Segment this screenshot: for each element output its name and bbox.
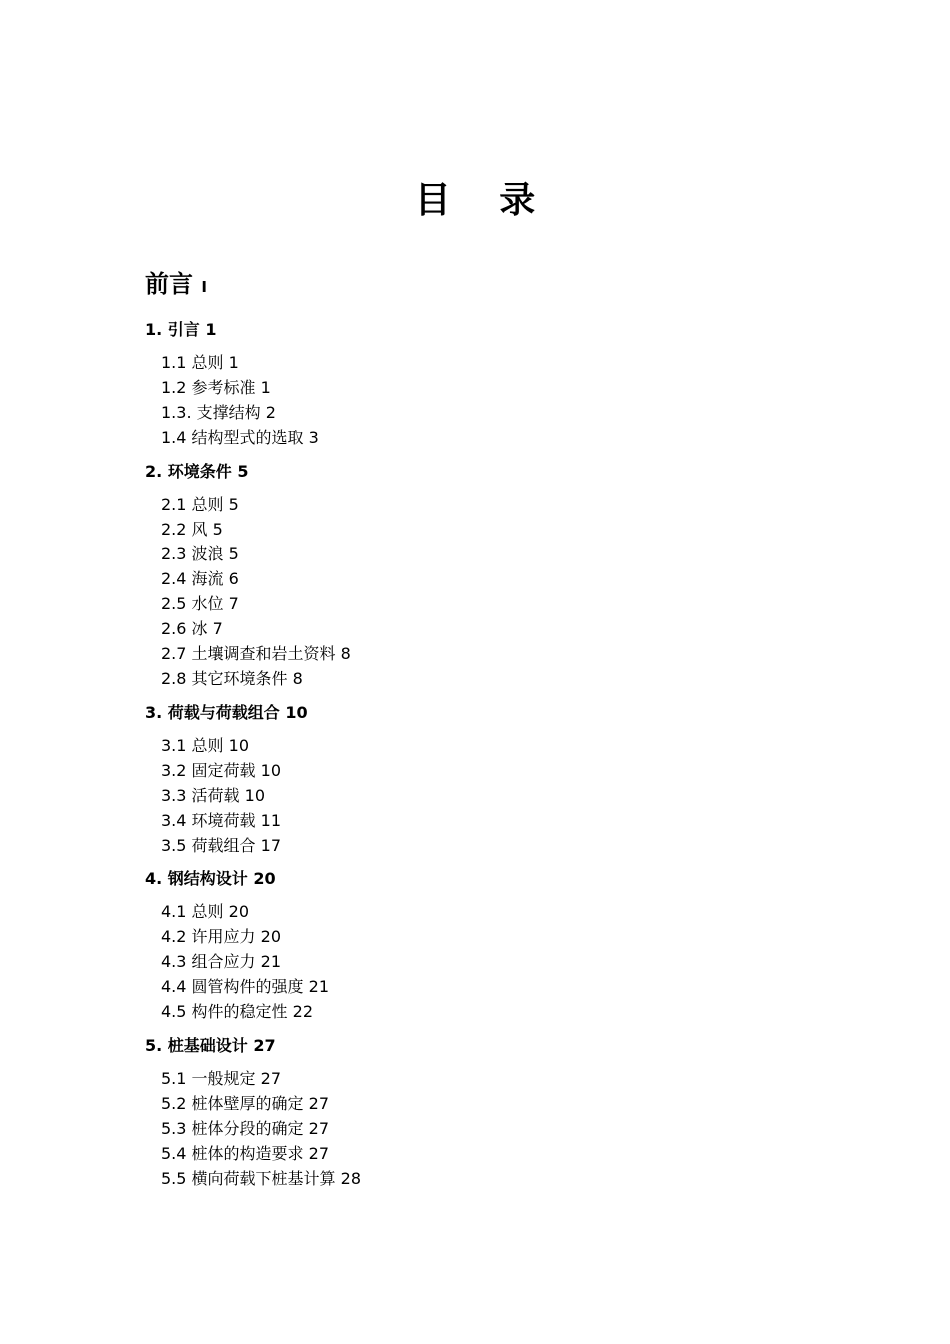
toc-chapters <box>145 318 845 1191</box>
toc-section-page: 8 <box>292 668 303 688</box>
toc-chapter-heading[interactable] <box>145 318 845 342</box>
toc-section-entry[interactable] <box>161 1000 845 1025</box>
toc-section-label: 5.4 桩体的构造要求 <box>161 1143 304 1163</box>
toc-section-entry[interactable] <box>161 834 845 859</box>
toc-section-label: 4.3 组合应力 <box>161 952 256 972</box>
page-title: 目 录 <box>414 180 554 221</box>
toc-section-label: 4.1 总则 <box>161 902 224 922</box>
toc-chapter-heading[interactable] <box>145 460 845 484</box>
toc-chapter <box>145 867 845 1025</box>
toc-section-page: 27 <box>308 1118 329 1138</box>
toc-section-entry[interactable] <box>161 401 845 426</box>
toc-section-page: 21 <box>260 952 281 972</box>
toc-section-label: 1.3. 支撑结构 <box>161 402 261 422</box>
toc-section-entry[interactable] <box>161 542 845 567</box>
toc-section-entry[interactable] <box>161 518 845 543</box>
toc-section-page: 10 <box>244 785 265 805</box>
toc-chapter-heading[interactable] <box>145 1034 845 1058</box>
toc-preface-label: 前言 <box>145 270 193 298</box>
toc-section-label: 5.2 桩体壁厚的确定 <box>161 1093 304 1113</box>
toc-section-label: 5.5 横向荷载下桩基计算 <box>161 1168 336 1188</box>
toc-chapter-heading[interactable] <box>145 867 845 891</box>
toc-section-entry[interactable] <box>161 900 845 925</box>
toc-section-list <box>145 351 845 451</box>
toc-section-page: 10 <box>260 760 281 780</box>
toc-section-label: 2.5 水位 <box>161 594 224 614</box>
toc-chapter-page: 27 <box>253 1035 276 1055</box>
toc-chapter-label: 3. 荷载与荷载组合 <box>145 702 280 722</box>
toc-section-entry[interactable] <box>161 592 845 617</box>
toc-section-label: 3.5 荷载组合 <box>161 835 256 855</box>
toc-chapter-page: 1 <box>205 320 217 339</box>
toc-chapter <box>145 1034 845 1192</box>
toc-section-list <box>145 493 845 692</box>
table-of-contents <box>145 266 845 1200</box>
toc-section-page: 20 <box>260 927 281 947</box>
toc-section-page: 1 <box>260 377 271 397</box>
toc-preface-entry[interactable] <box>145 266 845 305</box>
toc-chapter-label: 5. 桩基础设计 <box>145 1035 248 1055</box>
toc-section-entry[interactable] <box>161 734 845 759</box>
toc-section-entry[interactable] <box>161 1092 845 1117</box>
toc-section-entry[interactable] <box>161 950 845 975</box>
toc-section-label: 3.2 固定荷载 <box>161 760 256 780</box>
toc-section-list <box>145 900 845 1025</box>
toc-section-page: 22 <box>292 1002 313 1022</box>
toc-section-label: 5.1 一般规定 <box>161 1068 256 1088</box>
toc-section-label: 5.3 桩体分段的确定 <box>161 1118 304 1138</box>
toc-chapter <box>145 701 845 859</box>
toc-section-label: 1.4 结构型式的选取 <box>161 427 304 447</box>
toc-section-label: 2.7 土壤调查和岩土资料 <box>161 644 336 664</box>
toc-section-page: 28 <box>340 1168 361 1188</box>
toc-section-label: 3.4 环境荷载 <box>161 810 256 830</box>
toc-section-page: 17 <box>260 835 281 855</box>
toc-section-entry[interactable] <box>161 1142 845 1167</box>
toc-section-entry[interactable] <box>161 975 845 1000</box>
toc-section-entry[interactable] <box>161 784 845 809</box>
toc-section-list <box>145 1067 845 1192</box>
toc-section-label: 2.2 风 <box>161 519 208 539</box>
toc-section-entry[interactable] <box>161 351 845 376</box>
toc-section-label: 4.2 许用应力 <box>161 927 256 947</box>
toc-section-entry[interactable] <box>161 376 845 401</box>
toc-section-entry[interactable] <box>161 667 845 692</box>
toc-section-page: 27 <box>308 1143 329 1163</box>
toc-section-page: 27 <box>308 1093 329 1113</box>
toc-section-entry[interactable] <box>161 925 845 950</box>
toc-section-entry[interactable] <box>161 617 845 642</box>
toc-section-page: 7 <box>212 619 223 639</box>
toc-section-page: 21 <box>308 977 329 997</box>
toc-section-label: 1.2 参考标准 <box>161 377 256 397</box>
toc-section-label: 2.3 波浪 <box>161 544 224 564</box>
toc-section-page: 2 <box>265 402 276 422</box>
toc-section-entry[interactable] <box>161 1117 845 1142</box>
toc-section-page: 11 <box>260 810 281 830</box>
toc-section-page: 6 <box>228 569 239 589</box>
toc-section-entry[interactable] <box>161 567 845 592</box>
toc-section-page: 5 <box>228 544 239 564</box>
toc-section-page: 10 <box>228 735 249 755</box>
toc-chapter <box>145 460 845 692</box>
toc-chapter-label: 4. 钢结构设计 <box>145 869 248 889</box>
toc-chapter <box>145 318 845 451</box>
toc-chapter-page: 10 <box>285 702 308 722</box>
toc-chapter-heading[interactable] <box>145 701 845 725</box>
toc-section-page: 1 <box>228 353 239 372</box>
toc-section-page: 3 <box>308 427 319 447</box>
toc-preface-page: I <box>201 278 207 296</box>
toc-chapter-page: 5 <box>237 461 249 481</box>
toc-section-label: 2.1 总则 <box>161 494 224 514</box>
toc-section-entry[interactable] <box>161 809 845 834</box>
toc-section-page: 7 <box>228 594 239 614</box>
toc-section-entry[interactable] <box>161 759 845 784</box>
toc-section-label: 4.5 构件的稳定性 <box>161 1002 288 1022</box>
toc-section-entry[interactable] <box>161 1067 845 1092</box>
toc-section-entry[interactable] <box>161 426 845 451</box>
toc-section-label: 3.3 活荷载 <box>161 785 240 805</box>
toc-section-entry[interactable] <box>161 642 845 667</box>
toc-section-label: 2.6 冰 <box>161 619 208 639</box>
toc-section-page: 5 <box>212 519 223 539</box>
toc-section-label: 3.1 总则 <box>161 735 224 755</box>
toc-section-page: 20 <box>228 902 249 922</box>
toc-section-page: 8 <box>340 644 351 664</box>
toc-section-entry[interactable] <box>161 1167 845 1192</box>
toc-chapter-page: 20 <box>253 869 276 889</box>
toc-section-label: 2.4 海流 <box>161 569 224 589</box>
toc-section-entry[interactable] <box>161 493 845 518</box>
toc-section-page: 5 <box>228 494 239 514</box>
toc-section-page: 27 <box>260 1068 281 1088</box>
toc-section-label: 4.4 圆管构件的强度 <box>161 977 304 997</box>
toc-section-label: 2.8 其它环境条件 <box>161 668 288 688</box>
toc-chapter-label: 1. 引言 <box>145 320 200 339</box>
toc-section-list <box>145 734 845 859</box>
toc-chapter-label: 2. 环境条件 <box>145 461 232 481</box>
toc-section-label: 1.1 总则 <box>161 353 224 372</box>
